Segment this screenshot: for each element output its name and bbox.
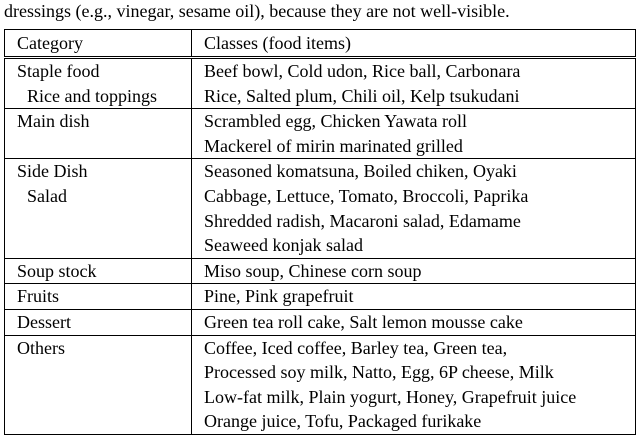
class-line: Coffee, Iced coffee, Barley tea, Green tea, [204,337,508,358]
category-cell [5,258,192,284]
class-line: Low-fat milk, Plain yogurt, Honey, Grapefruit juice [204,386,577,407]
class-line: Miso soup, Chinese corn soup [204,260,422,281]
table-row [5,109,636,159]
category-cell [5,58,192,109]
category-cell [5,159,192,258]
class-line: Processed soy milk, Natto, Egg, 6P cheese, Milk [204,362,554,383]
table-header-row [5,30,636,58]
table-row [5,309,636,335]
class-line: Seaweed konjak salad [204,235,363,256]
class-line: Green tea roll cake, Salt lemon mousse cake [204,311,523,332]
category-label: Fruits [17,286,60,307]
category-label: Main dish [17,111,90,132]
table-row [5,335,636,434]
classes-cell [192,58,636,109]
classes-cell [192,309,636,335]
category-cell [5,284,192,310]
header-classes: Classes (food items) [192,30,636,58]
header-category: Category [5,30,192,58]
class-line: Seasoned komatsuna, Boiled chiken, Oyaki [204,161,517,182]
table-row [5,284,636,310]
subcategory-label: Salad [27,185,67,206]
food-category-table [4,29,636,435]
table-row [5,58,636,109]
class-line: Pine, Pink grapefruit [204,286,354,307]
class-line: Cabbage, Lettuce, Tomato, Broccoli, Paprika [204,185,529,206]
class-line: Mackerel of mirin marinated grilled [204,135,463,156]
category-label: Soup stock [17,260,97,281]
class-line: Shredded radish, Macaroni salad, Edamame [204,210,521,231]
class-line: Orange juice, Tofu, Packaged furikake [204,411,482,432]
table-row [5,258,636,284]
category-cell [5,335,192,434]
category-label: Staple food [17,61,100,81]
class-line: Rice, Salted plum, Chili oil, Kelp tsukudani [204,85,520,106]
classes-cell [192,284,636,310]
table-row [5,159,636,258]
classes-cell [192,109,636,159]
category-label: Side Dish [17,161,88,182]
intro-text: dressings (e.g., vinegar, sesame oil), because they are not well-visible. [4,1,510,21]
category-label: Others [17,337,65,358]
classes-cell [192,335,636,434]
classes-cell [192,258,636,284]
class-line: Beef bowl, Cold udon, Rice ball, Carbonara [204,61,521,81]
subcategory-label: Rice and toppings [27,85,157,106]
category-label: Dessert [17,311,71,332]
category-cell [5,109,192,159]
category-cell [5,309,192,335]
classes-cell [192,159,636,258]
class-line: Scrambled egg, Chicken Yawata roll [204,111,467,132]
